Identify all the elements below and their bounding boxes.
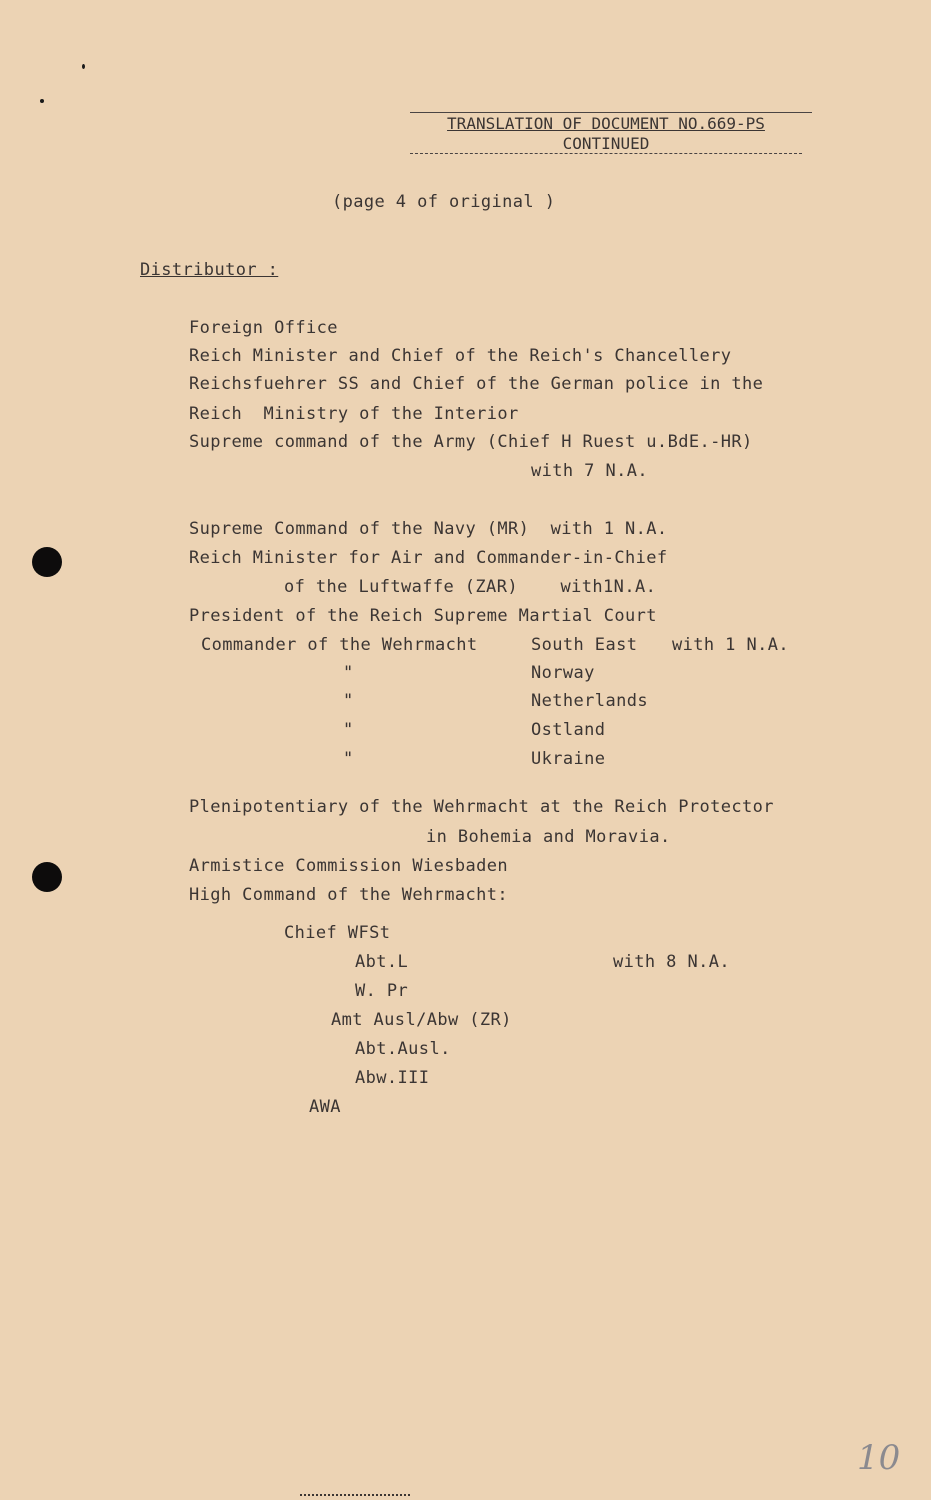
document-title: TRANSLATION OF DOCUMENT NO.669-PS: [447, 114, 765, 133]
distribution-line: Foreign Office: [189, 318, 338, 338]
ditto-mark: ": [343, 749, 354, 769]
distribution-line: Ukraine: [531, 749, 606, 769]
bottom-edge-mark: [300, 1494, 410, 1496]
distribution-line: with 7 N.A.: [531, 461, 648, 481]
document-continued-label: CONTINUED: [562, 134, 650, 153]
header-rule-top: [410, 112, 812, 113]
distribution-line: W. Pr: [355, 981, 409, 1001]
distribution-line: Supreme command of the Army (Chief H Ruest u.BdE.-HR): [189, 432, 753, 452]
distribution-line: High Command of the Wehrmacht:: [189, 885, 509, 905]
distribution-line: Netherlands: [531, 691, 648, 711]
distribution-line: Abw.III: [355, 1068, 430, 1088]
distributor-heading: Distributor :: [140, 260, 279, 280]
handwritten-page-mark: 10: [857, 1438, 901, 1478]
distribution-line: Plenipotentiary of the Wehrmacht at the Reich Protector: [189, 797, 774, 817]
distribution-line: Ostland: [531, 720, 606, 740]
distribution-line: Amt Ausl/Abw (ZR): [331, 1010, 512, 1030]
distribution-line: Armistice Commission Wiesbaden: [189, 856, 509, 876]
distribution-line: South East: [531, 635, 638, 655]
distribution-line: with 8 N.A.: [613, 952, 730, 972]
punch-hole: [32, 547, 62, 577]
distribution-line: Supreme Command of the Navy (MR) with 1 N.A.: [189, 519, 668, 539]
distribution-line: Chief WFSt: [284, 923, 391, 943]
distribution-line: Abt.L: [355, 952, 409, 972]
distribution-line: Reich Minister and Chief of the Reich's Chancellery: [189, 346, 732, 366]
ditto-mark: ": [343, 663, 354, 683]
ink-speck: [82, 64, 85, 69]
distribution-line: Reichsfuehrer SS and Chief of the German police in the: [189, 374, 764, 394]
header-rule-bottom: [410, 153, 802, 154]
distribution-line: AWA: [309, 1097, 341, 1117]
ditto-mark: ": [343, 691, 354, 711]
distribution-line: Reich Minister for Air and Commander-in-Chief: [189, 548, 668, 568]
distribution-line: Commander of the Wehrmacht: [201, 635, 478, 655]
distribution-line: President of the Reich Supreme Martial Court: [189, 606, 657, 626]
punch-hole: [32, 862, 62, 892]
distribution-line: with 1 N.A.: [672, 635, 789, 655]
distribution-line: in Bohemia and Moravia.: [426, 827, 671, 847]
distribution-line: Abt.Ausl.: [355, 1039, 451, 1059]
distribution-line: Reich Ministry of the Interior: [189, 404, 519, 424]
page-note: (page 4 of original ): [332, 192, 556, 212]
distribution-line: of the Luftwaffe (ZAR) with1N.A.: [284, 577, 657, 597]
distribution-line: Norway: [531, 663, 595, 683]
ink-speck: [40, 99, 44, 103]
ditto-mark: ": [343, 720, 354, 740]
